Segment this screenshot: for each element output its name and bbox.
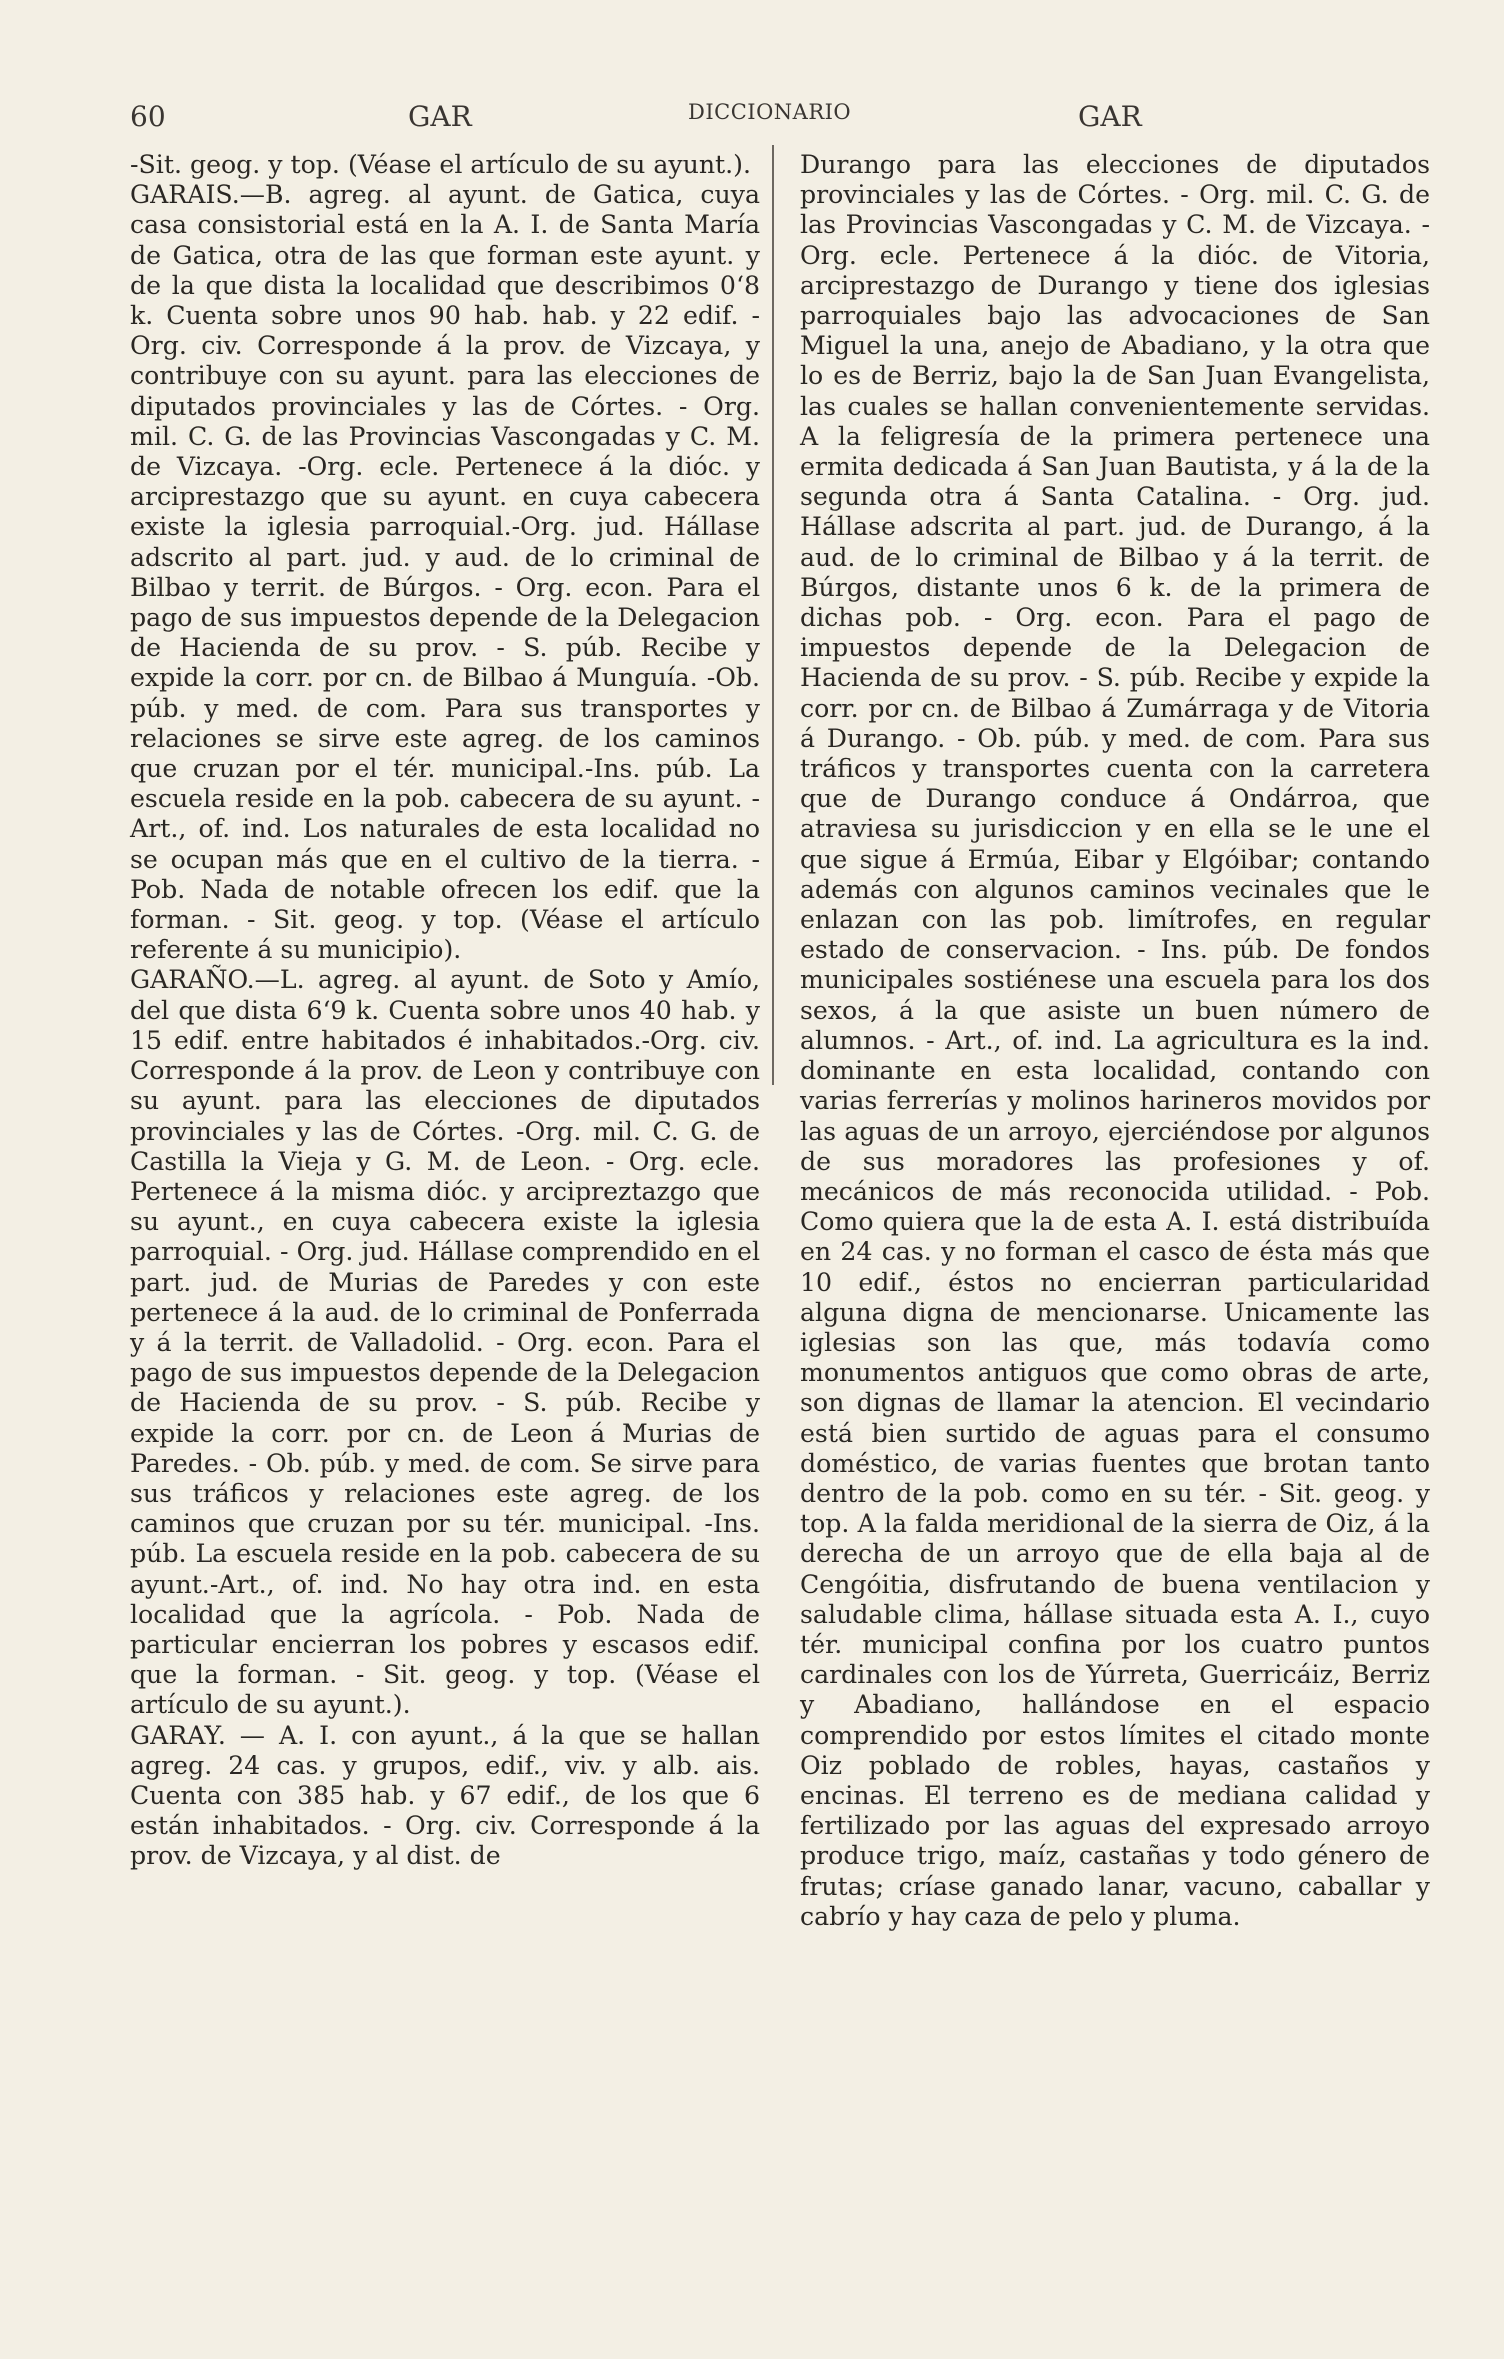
entry-garay: GARAY. — A. I. con ayunt., á la que se hallan agreg. 24 cas. y grupos, edif., viv. y alb. ais. Cuenta con 385 hab. y 67 edif., de los que 6 están inhabitados. - Org. civ. Corresponde á la prov. de Vizcaya, y al dist. de [130, 1720, 760, 1871]
page-number: 60 [130, 100, 166, 133]
entry-garano: GARAÑO.—L. agreg. al ayunt. de Soto y Amío, del que dista 6‘9 k. Cuenta sobre unos 40 hab. y 15 edif. entre habitados é inhabitados.-Org. civ. Corresponde á la prov. de Leon y contribuye con su ayunt. para las elecciones de diputados provinciales y las de Córtes. -Org. mil. C. G. de Castilla la Vieja y G. M. de Leon. - Org. ecle. Pertenece á la misma dióc. y arcipreztazgo que su ayunt., en cuya cabecera existe la iglesia parroquial. - Org. jud. Hállase comprendido en el part. jud. de Murias de Paredes y con este pertenece á la aud. de lo criminal de Ponferrada y á la territ. de Valladolid. - Org. econ. Para el pago de sus impuestos depende de la Delegacion de Hacienda de su prov. - S. púb. Recibe y expide la corr. por cn. de Leon á Murias de Paredes. - Ob. púb. y med. de com. Se sirve para sus tráficos y relaciones este agreg. de los caminos que cruzan por su tér. municipal. -Ins. púb. La escuela reside en la pob. cabecera de su ayunt.-Art., of. ind. No hay otra ind. en esta localidad que la agrícola. - Pob. Nada de particular encierran los pobres y escasos edif. que la forman. - Sit. geog. y top. (Véase el artículo de su ayunt.). [130, 965, 760, 1720]
right-running-head: GAR [1078, 100, 1142, 133]
page-header [130, 100, 1380, 140]
left-column [130, 150, 760, 1872]
entry-garais: GARAIS.—B. agreg. al ayunt. de Gatica, cuya casa consistorial está en la A. I. de Santa María de Gatica, otra de las que forman este ayunt. y de la que dista la localidad que describimos 0‘8 k. Cuenta sobre unos 90 hab. hab. y 22 edif. - Org. civ. Corresponde á la prov. de Vizcaya, y contribuye con su ayunt. para las elecciones de diputados provinciales y las de Córtes. - Org. mil. C. G. de las Provincias Vascongadas y C. M. de Vizcaya. -Org. ecle. Pertenece á la dióc. y arciprestazgo que su ayunt. en cuya cabecera existe la iglesia parroquial.-Org. jud. Hállase adscrito al part. jud. y aud. de lo criminal de Bilbao y territ. de Búrgos. - Org. econ. Para el pago de sus impuestos depende de la Delegacion de Hacienda de su prov. - S. púb. Recibe y expide la corr. por cn. de Bilbao á Munguía. -Ob. púb. y med. de com. Para sus transportes y relaciones se sirve este agreg. de los caminos que cruzan por el tér. municipal.-Ins. púb. La escuela reside en la pob. cabecera de su ayunt. - Art., of. ind. Los naturales de esta localidad no se ocupan más que en el cultivo de la tierra. - Pob. Nada de notable ofrecen los edif. que la forman. - Sit. geog. y top. (Véase el artículo referente á su municipio). [130, 180, 760, 965]
right-column [800, 150, 1430, 1932]
entry-garay-continued: Durango para las elecciones de diputados provinciales y las de Córtes. - Org. mil. C. G. de las Provincias Vascongadas y C. M. de Vizcaya. - Org. ecle. Pertenece á la dióc. de Vitoria, arciprestazgo de Durango y tiene dos iglesias parroquiales bajo las advocaciones de San Miguel la una, anejo de Abadiano, y la otra que lo es de Berriz, bajo la de San Juan Evangelista, las cuales se hallan convenientemente servidas. A la feligresía de la primera pertenece una ermita dedicada á San Juan Bautista, y á la de la segunda otra á Santa Catalina. - Org. jud. Hállase adscrita al part. jud. de Durango, á la aud. de lo criminal de Bilbao y á la territ. de Búrgos, distante unos 6 k. de la primera de dichas pob. - Org. econ. Para el pago de impuestos depende de la Delegacion de Hacienda de su prov. - S. púb. Recibe y expide la corr. por cn. de Bilbao á Zumárraga y de Vitoria á Durango. - Ob. púb. y med. de com. Para sus tráficos y transportes cuenta con la carretera que de Durango conduce á Ondárroa, que atraviesa su jurisdiccion y en ella se le une el que sigue á Ermúa, Eibar y Elgóibar; contando además con algunos caminos vecinales que le enlazan con las pob. limítrofes, en regular estado de conservacion. - Ins. púb. De fondos municipales sostiénese una escuela para los dos sexos, á la que asiste un buen número de alumnos. - Art., of. ind. La agricultura es la ind. dominante en esta localidad, contando con varias ferrerías y molinos harineros movidos por las aguas de un arroyo, ejerciéndose por algunos de sus moradores las profesiones y of. mecánicos de más reconocida utilidad. - Pob. Como quiera que la de esta A. I. está distribuída en 24 cas. y no forman el casco de ésta más que 10 edif., éstos no encierran particularidad alguna digna de mencionarse. Unicamente las iglesias son las que, más todavía como monumentos antiguos que como obras de arte, son dignas de llamar la atencion. El vecindario está bien surtido de aguas para el consumo doméstico, de varias fuentes que brotan tanto dentro de la pob. como en su tér. - Sit. geog. y top. A la falda meridional de la sierra de Oiz, á la derecha de un arroyo que de ella baja al de Cengóitia, disfrutando de buena ventilacion y saludable clima, hállase situada esta A. I., cuyo tér. municipal confina por los cuatro puntos cardinales con los de Yúrreta, Guerricáiz, Berriz y Abadiano, hallándose en el espacio comprendido por estos límites el citado monte Oiz poblado de robles, hayas, castaños y encinas. El terreno es de mediana calidad y fertilizado por las aguas del expresado arroyo produce trigo, maíz, castañas y todo género de frutas; críase ganado lanar, vacuno, caballar y cabrío y hay caza de pelo y pluma. [800, 150, 1430, 1931]
column-divider [772, 145, 774, 1085]
dictionary-title: DICCIONARIO [688, 100, 852, 124]
entry-continuation: -Sit. geog. y top. (Véase el artículo de su ayunt.). [130, 150, 752, 179]
left-running-head: GAR [408, 100, 472, 133]
